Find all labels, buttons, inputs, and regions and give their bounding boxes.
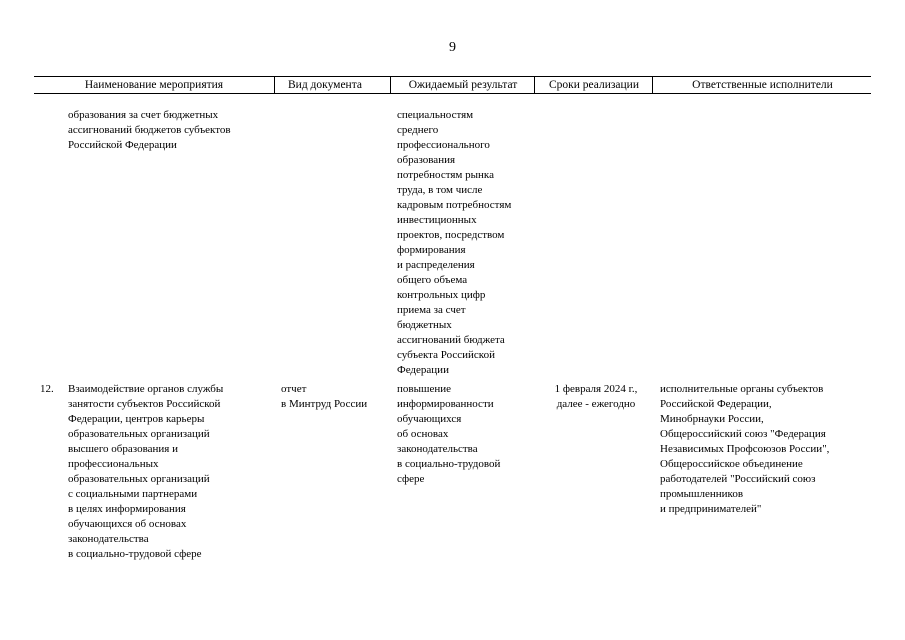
table-row-2-result: повышение информированности обучающихся об основах законодательства в социально-трудовой сфере: [397, 383, 501, 485]
header-document-type: Вид документа: [274, 77, 375, 93]
table-row-2-event: Взаимодействие органов службы занятости субъектов Российской Федерации, центров карьеры образовательных организаций высшего образования и профессиональных образовательных организаций с социальными партнерами в целях информирования обучающихся об основах законодательства в социально-трудовой сфере: [68, 383, 224, 560]
table-row-2-document: отчет в Минтруд России: [281, 383, 368, 410]
table-row-2-deadline: 1 февраля 2024 г., далее - ежегодно: [554, 383, 638, 410]
table-row-2-executors: исполнительные органы субъектов Российской Федерации, Минобрнауки России, Общероссийский союз "Федерация Независимых Профсоюзов России", Общероссийское объединение работодателей "Российский союз промышленников и предпринимателей": [660, 383, 830, 515]
table-row-1-event: образования за счет бюджетных ассигнований бюджетов субъектов Российской Федерации: [68, 109, 231, 151]
header-expected-result: Ожидаемый результат: [390, 77, 535, 93]
table-row-1-result: специальностям среднего профессионального образования потребностям рынка труда, в том числе кадровым потребностям инвестиционных проектов, посредством формирования и распределения общего объема контрольных цифр приема за счет бюджетных ассигнований бюджета субъекта Российской Федерации: [397, 109, 512, 376]
table-header: [34, 76, 871, 94]
header-event-name: Наименование мероприятия: [84, 79, 224, 91]
header-deadline: Сроки реализации: [534, 77, 653, 93]
table-row-2-number: 12.: [40, 383, 54, 395]
page-number: 9: [449, 40, 456, 55]
header-executors: Ответственные исполнители: [652, 77, 872, 93]
